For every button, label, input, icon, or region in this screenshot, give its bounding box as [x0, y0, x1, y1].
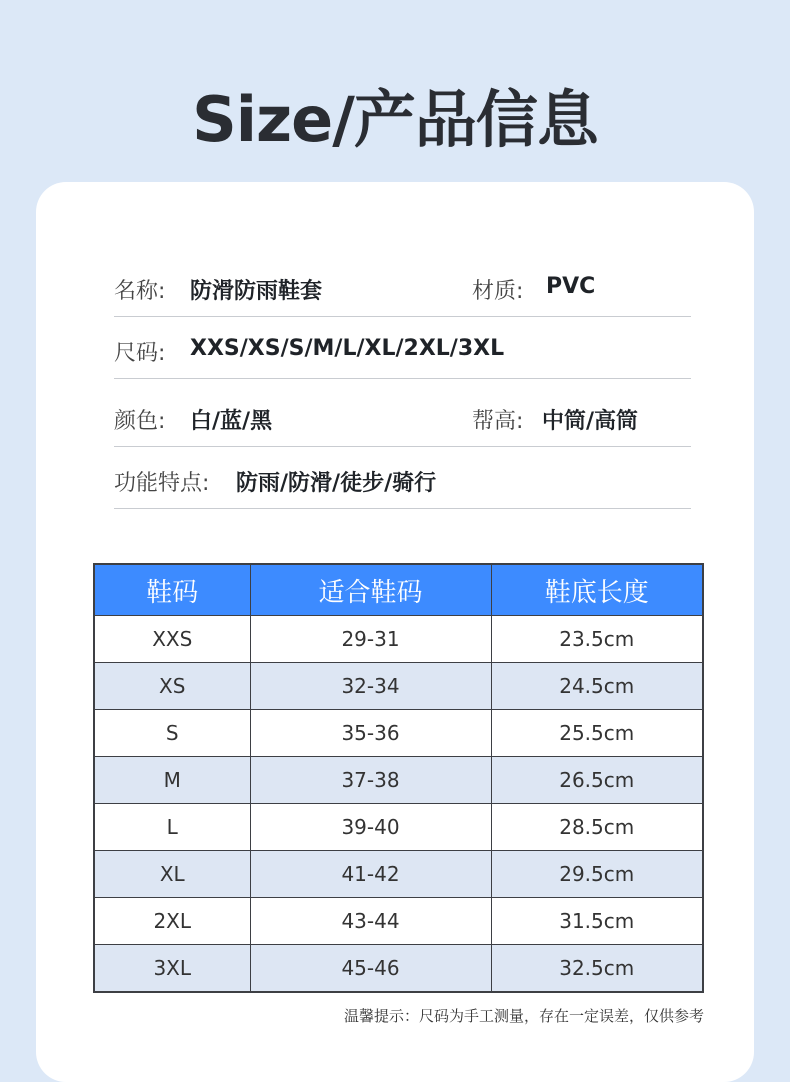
- feature-value: 防雨/防滑/徒步/骑行: [236, 471, 437, 496]
- cell-fit-size: 32-34: [250, 663, 491, 710]
- info-row-size: [114, 318, 691, 379]
- page-title: Size/产品信息: [192, 83, 598, 156]
- table-row: [94, 757, 703, 804]
- cell-fit-size: 37-38: [250, 757, 491, 804]
- measurement-note: 温馨提示：尺码为手工测量，存在一定误差，仅供参考: [343, 1007, 704, 1025]
- info-row-features: [114, 448, 691, 509]
- cell-fit-size: 39-40: [250, 804, 491, 851]
- cell-sole-length: 24.5cm: [491, 663, 703, 710]
- info-row-name-material: [114, 256, 691, 317]
- header-fit-size: 适合鞋码: [250, 564, 491, 616]
- table-header-row: [94, 564, 703, 616]
- cell-fit-size: 43-44: [250, 898, 491, 945]
- cell-sole-length: 26.5cm: [491, 757, 703, 804]
- header-sole-length: 鞋底长度: [491, 564, 703, 616]
- size-value: XXS/XS/S/M/L/XL/2XL/3XL: [190, 336, 505, 361]
- table-row: [94, 898, 703, 945]
- cell-sole-length: 28.5cm: [491, 804, 703, 851]
- header-size: 鞋码: [94, 564, 250, 616]
- cell-fit-size: 45-46: [250, 945, 491, 993]
- name-value: 防滑防雨鞋套: [190, 279, 323, 304]
- material-value: PVC: [546, 274, 596, 299]
- table-row: [94, 851, 703, 898]
- cell-fit-size: 29-31: [250, 616, 491, 663]
- cell-fit-size: 41-42: [250, 851, 491, 898]
- height-label: 帮高:: [472, 409, 524, 434]
- table-row: [94, 616, 703, 663]
- height-value: 中筒/高筒: [542, 409, 639, 434]
- cell-size: L: [94, 804, 250, 851]
- cell-sole-length: 32.5cm: [491, 945, 703, 993]
- cell-size: S: [94, 710, 250, 757]
- size-chart-table: [93, 563, 704, 993]
- cell-size: XL: [94, 851, 250, 898]
- feature-label: 功能特点:: [114, 471, 210, 496]
- color-label: 颜色:: [114, 409, 166, 434]
- cell-size: M: [94, 757, 250, 804]
- cell-fit-size: 35-36: [250, 710, 491, 757]
- cell-sole-length: 31.5cm: [491, 898, 703, 945]
- info-row-color-height: [114, 386, 691, 447]
- cell-size: XXS: [94, 616, 250, 663]
- cell-sole-length: 23.5cm: [491, 616, 703, 663]
- size-label: 尺码:: [114, 341, 166, 366]
- cell-sole-length: 29.5cm: [491, 851, 703, 898]
- table-row: [94, 663, 703, 710]
- cell-size: 3XL: [94, 945, 250, 993]
- table-row: [94, 804, 703, 851]
- cell-sole-length: 25.5cm: [491, 710, 703, 757]
- material-label: 材质:: [472, 279, 524, 304]
- color-value: 白/蓝/黑: [190, 409, 273, 434]
- table-row: [94, 710, 703, 757]
- cell-size: XS: [94, 663, 250, 710]
- table-row: [94, 945, 703, 993]
- name-label: 名称:: [114, 279, 166, 304]
- cell-size: 2XL: [94, 898, 250, 945]
